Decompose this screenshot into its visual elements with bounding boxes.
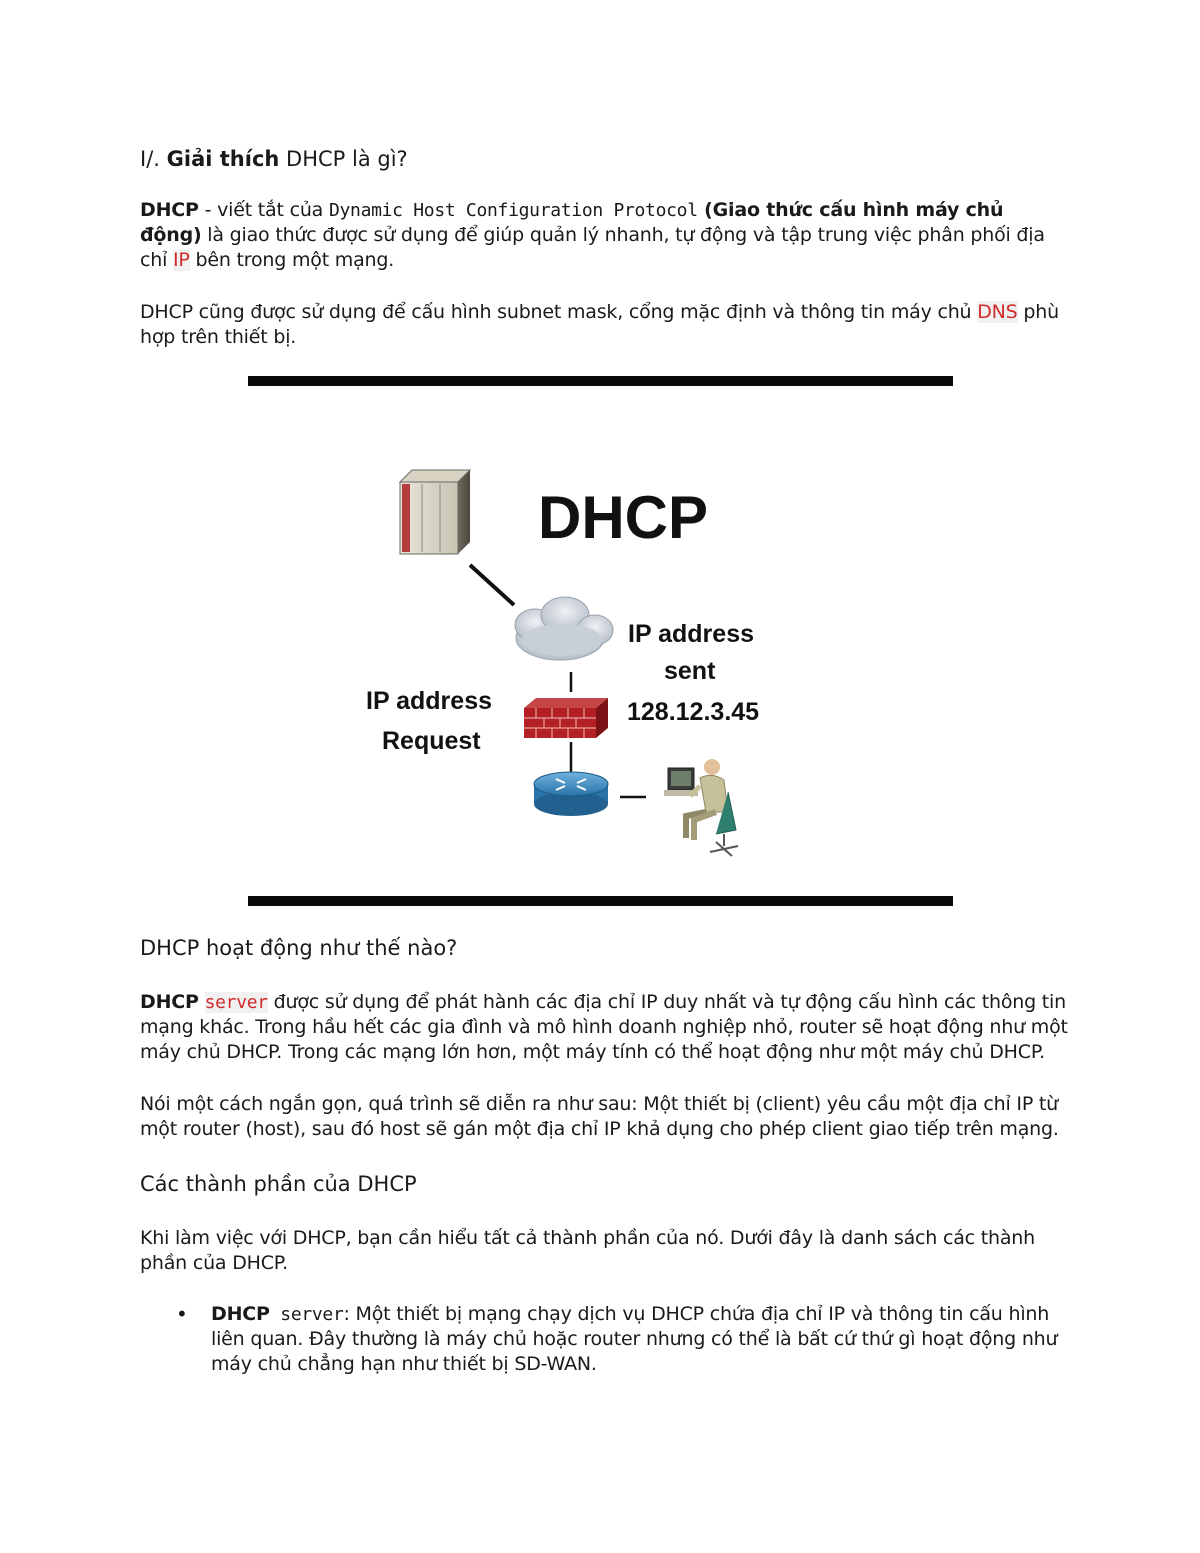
text: phù hợp trên thiết bị. (140, 301, 1059, 348)
figure-sent-line1: IP address (628, 620, 755, 648)
heading-text: Các thành phần của DHCP (140, 1172, 417, 1196)
components-intro-paragraph (140, 1226, 1070, 1276)
term-dhcp: DHCP (211, 1303, 270, 1325)
components-list (140, 1302, 1070, 1377)
text: - viết tắt của (198, 199, 329, 221)
text: DHCP cũng được sử dụng để cấu hình subnet mask, cổng mặc định và thông tin máy chủ (140, 301, 978, 323)
section-heading-how (140, 934, 1070, 962)
process-paragraph (140, 1092, 1070, 1142)
text: là giao thức được sử dụng để giúp quản lý nhanh, tự động và tập trung việc phân phối địa chỉ (140, 224, 1045, 271)
term-vietnamese: (Giao thức cấu hình máy chủ động) (140, 199, 1004, 246)
text: : Một thiết bị mạng chạy dịch vụ DHCP chứa địa chỉ IP và thông tin cấu hình liên quan. Đây thường là máy chủ hoặc router nhưng có thể là bất cứ thứ gì hoạt động như máy chủ chẳng hạn như thiết bị SD-WAN. (211, 1303, 1058, 1375)
bullet-icon: • (176, 1302, 188, 1326)
section-heading-components (140, 1170, 1070, 1198)
server-paragraph (140, 990, 1070, 1065)
term-dhcp: DHCP (140, 991, 199, 1013)
figure-sent-ip: 128.12.3.45 (627, 698, 760, 726)
figure-request-line2: Request (382, 727, 481, 755)
figure-sent-line2: sent (664, 657, 716, 685)
title-bold: Giải thích (166, 147, 280, 171)
title-prefix: I/. (140, 147, 160, 171)
text: Khi làm việc với DHCP, bạn cần hiểu tất cả thành phần của nó. Dưới đây là danh sách các thành phần của DHCP. (140, 1227, 1035, 1274)
text: bên trong một mạng. (189, 249, 395, 271)
user-computer-icon (664, 759, 738, 856)
text: được sử dụng để phát hành các địa chỉ IP duy nhất và tự động cấu hình các thông tin mạng khác. Trong hầu hết các gia đình và mô hình doanh nghiệp nhỏ, router sẽ hoạt động như một máy chủ DHCP. Trong các mạng lớn hơn, một máy tính có thể hoạt động như một máy chủ DHCP. (140, 991, 1068, 1063)
cloud-icon (515, 597, 613, 660)
server-icon (400, 470, 470, 554)
link-server[interactable]: server (204, 992, 268, 1013)
term-dhcp: DHCP (140, 199, 199, 221)
link-dns[interactable]: DNS (977, 301, 1018, 323)
router-icon (534, 772, 608, 816)
link-ip[interactable]: IP (173, 249, 190, 271)
list-item (140, 1302, 1070, 1377)
heading-text: DHCP hoạt động như thế nào? (140, 936, 458, 960)
text: Nói một cách ngắn gọn, quá trình sẽ diễn ra như sau: Một thiết bị (client) yêu cầu một địa chỉ IP từ một router (host), sau đó host sẽ gán một địa chỉ IP khả dụng cho phép client giao tiếp trên mạng. (140, 1093, 1059, 1140)
figure-title: DHCP (538, 484, 709, 551)
term-server: server (269, 1304, 344, 1325)
firewall-icon (524, 698, 608, 738)
link-server-cloud (470, 565, 514, 605)
figure-request-line1: IP address (366, 687, 493, 715)
term-fullname: Dynamic Host Configuration Protocol (328, 200, 698, 221)
title-rest: DHCP là gì? (279, 147, 408, 171)
